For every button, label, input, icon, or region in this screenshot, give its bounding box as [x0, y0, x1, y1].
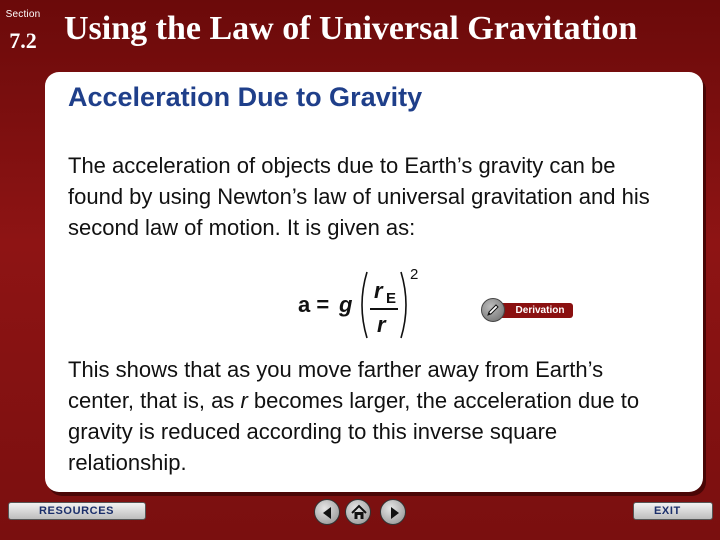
section-badge — [0, 0, 46, 56]
section-number: 7.2 — [9, 28, 37, 53]
slide-title: Using the Law of Universal Gravitation — [64, 10, 638, 47]
section-label: Section — [5, 9, 41, 20]
explanation-variable-r: r — [240, 388, 248, 413]
explanation-text-start: This shows that as you move farther away from Earth’s center, that is, as — [68, 357, 604, 413]
arrow-right-icon[interactable] — [380, 499, 406, 525]
pencil-icon — [481, 298, 505, 322]
explanation-text-end: becomes larger, the acceleration due to gravity is reduced according to this inverse square relationship. — [68, 388, 640, 475]
formula-exponent: 2 — [410, 266, 419, 283]
left-parenthesis — [356, 270, 370, 340]
gravity-formula — [296, 266, 436, 342]
derivation-button[interactable] — [479, 297, 575, 323]
exit-button[interactable]: EXIT — [633, 502, 713, 520]
resources-button[interactable]: RESOURCES — [8, 502, 146, 520]
arrow-left-icon[interactable] — [314, 499, 340, 525]
explanation-paragraph — [68, 354, 674, 478]
formula-g: g — [339, 292, 353, 317]
formula-numerator-subscript: E — [386, 290, 397, 307]
intro-paragraph: The acceleration of objects due to Earth’s gravity can be found by using Newton’s law of universal gravitation and his second law of motion. It is given as: — [68, 153, 650, 240]
home-icon[interactable] — [345, 499, 371, 525]
formula-denominator: r — [377, 312, 386, 337]
derivation-label: Derivation — [501, 303, 573, 318]
content-heading: Acceleration Due to Gravity — [68, 82, 423, 112]
fraction-bar — [370, 308, 398, 310]
formula-lhs: a = — [298, 292, 330, 317]
formula-numerator: r — [374, 278, 383, 303]
